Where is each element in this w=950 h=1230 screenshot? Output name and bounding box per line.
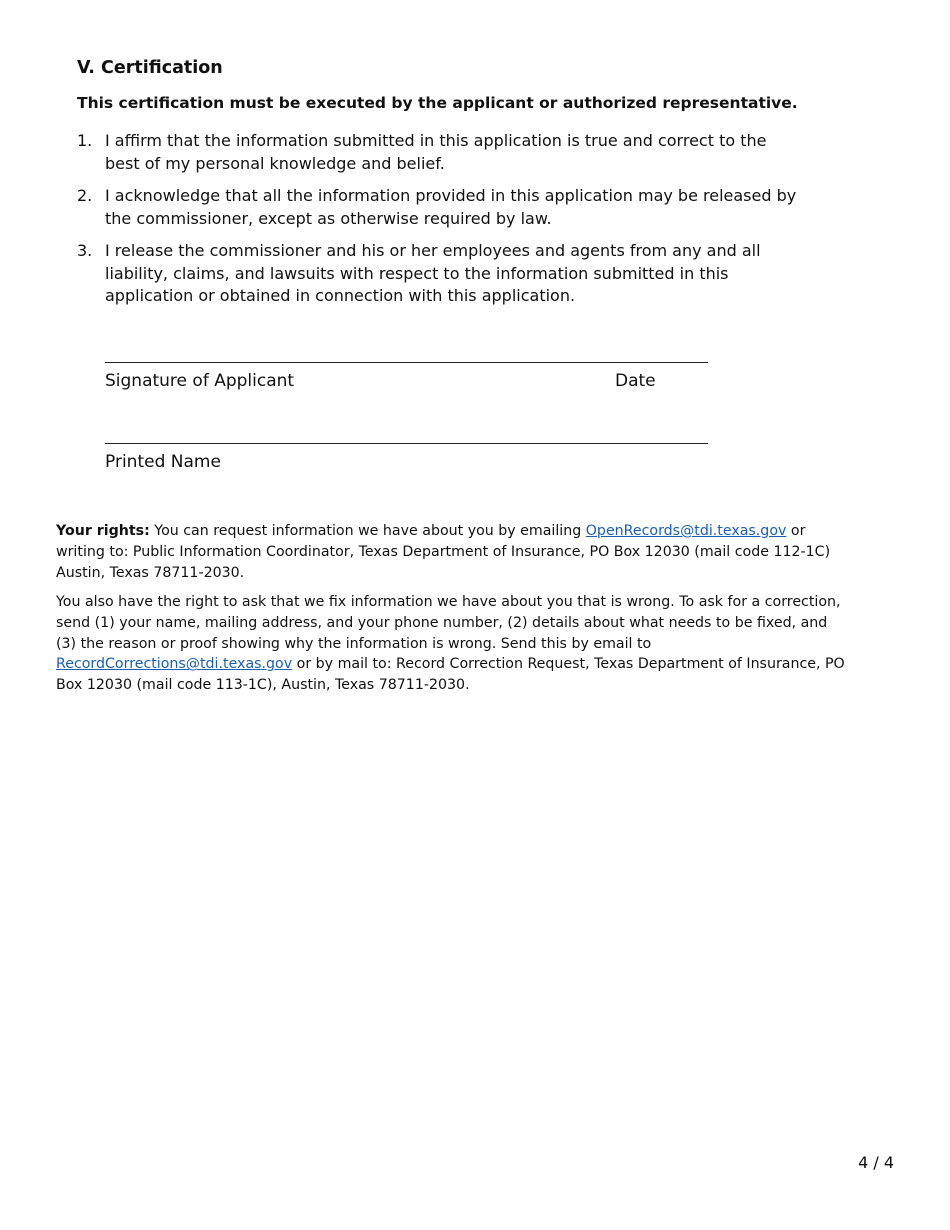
signature-date-label: Date [615, 371, 656, 391]
signature-applicant-label: Signature of Applicant [105, 371, 295, 391]
list-item-number: 3. [77, 241, 93, 260]
correction-text: You also have the right to ask that we fix information we have about you that is wrong. To ask for a correction, send (1) your name, mailing address, and your phone number, (2) details about what needs to be fixed, and (3) the reason or proof showing why the information is wrong. Send this by email to [56, 594, 841, 652]
certification-instruction: This certification must be executed by the applicant or authorized representative. [77, 94, 798, 112]
list-item-number: 2. [77, 186, 93, 205]
list-item-text: I acknowledge that all the information provided in this application may be released by the commissioner, except as otherwise required by law. [105, 186, 797, 228]
certification-list [77, 130, 797, 318]
list-item [77, 130, 797, 175]
signature-line[interactable] [105, 362, 708, 363]
page-number: 4 / 4 [858, 1153, 894, 1172]
record-corrections-email-link[interactable]: RecordCorrections@tdi.texas.gov [56, 656, 293, 673]
open-records-email-link[interactable]: OpenRecords@tdi.texas.gov [585, 523, 787, 539]
list-item [77, 185, 797, 230]
section-title: V. Certification [77, 58, 223, 78]
correction-text: or by mail to: Record Correction Request, Texas Department of Insurance, PO Box 12030 (mail code 113-1C), Austin, Texas 78711-2030. [56, 656, 845, 694]
printed-name-line[interactable] [105, 443, 708, 444]
correction-paragraph [56, 592, 846, 696]
list-item-text: I release the commissioner and his or her employees and agents from any and all liability, claims, and lawsuits with respect to the information submitted in this application or obtained in connection with this application. [105, 241, 761, 305]
printed-name-label: Printed Name [105, 452, 221, 472]
rights-text: You can request information we have about you by emailing [149, 523, 586, 539]
list-item [77, 240, 797, 308]
rights-paragraph [56, 521, 846, 583]
rights-text: or writing to: Public Information Coordinator, Texas Department of Insurance, PO Box 12030 (mail code 112-1C) Austin, Texas 78711-2030. [56, 523, 831, 581]
list-item-number: 1. [77, 131, 93, 150]
rights-lead: Your rights: [56, 523, 150, 539]
list-item-text: I affirm that the information submitted in this application is true and correct to the best of my personal knowledge and belief. [105, 131, 767, 173]
